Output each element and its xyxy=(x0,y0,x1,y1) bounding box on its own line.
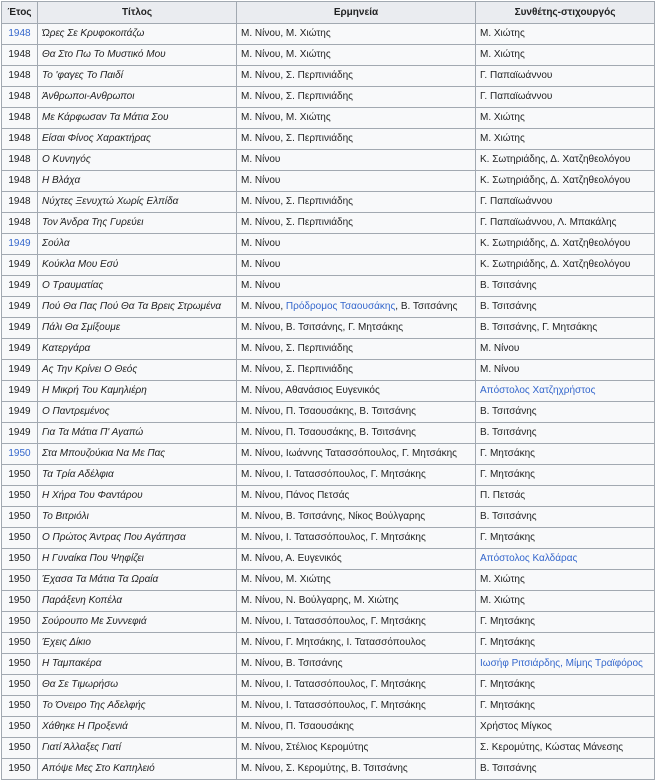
discography-table xyxy=(1,1,655,780)
performer-cell: Μ. Νίνου, Μ. Χιώτης xyxy=(237,570,476,591)
song-title-cell: Τα Τρία Αδέλφια xyxy=(38,465,237,486)
table-row xyxy=(2,465,655,486)
table-row xyxy=(2,192,655,213)
table-row xyxy=(2,423,655,444)
song-title-cell: Χάθηκε Η Προξενιά xyxy=(38,717,237,738)
performer-cell: Μ. Νίνου, Πάνος Πετσάς xyxy=(237,486,476,507)
table-row xyxy=(2,276,655,297)
song-title-cell: Θα Σε Τιμωρήσω xyxy=(38,675,237,696)
year-cell: 1949 xyxy=(2,381,38,402)
performer-cell: Μ. Νίνου, Ι. Τατασσόπουλος, Γ. Μητσάκης xyxy=(237,465,476,486)
song-title-cell: Είσαι Φίνος Χαρακτήρας xyxy=(38,129,237,150)
song-title-cell: Έχεις Δίκιο xyxy=(38,633,237,654)
composer-link[interactable]: Ιωσήφ Ριτσιάρδης, Μίμης Τραϊφόρος xyxy=(480,658,643,669)
composer-cell: Γ. Παπαϊωάννου xyxy=(476,66,655,87)
composer-cell: Γ. Μητσάκης xyxy=(476,528,655,549)
table-row xyxy=(2,150,655,171)
performer-cell: Μ. Νίνου, Σ. Περπινιάδης xyxy=(237,339,476,360)
table-row xyxy=(2,633,655,654)
song-title-cell: Η Γυναίκα Που Ψηφίζει xyxy=(38,549,237,570)
year-cell: 1950 xyxy=(2,612,38,633)
composer-cell: Μ. Χιώτης xyxy=(476,570,655,591)
performer-cell: Μ. Νίνου, Μ. Χιώτης xyxy=(237,24,476,45)
table-row xyxy=(2,255,655,276)
composer-cell: Χρήστος Μίγκος xyxy=(476,717,655,738)
performer-cell: Μ. Νίνου xyxy=(237,150,476,171)
performer-cell: Μ. Νίνου, Ι. Τατασσόπουλος, Γ. Μητσάκης xyxy=(237,696,476,717)
composer-cell: Γ. Μητσάκης xyxy=(476,444,655,465)
year-cell: 1948 xyxy=(2,192,38,213)
composer-cell xyxy=(476,381,655,402)
performer-cell: Μ. Νίνου, Σ. Κερομύτης, Β. Τσιτσάνης xyxy=(237,759,476,780)
song-title-cell: Το Όνειρο Της Αδελφής xyxy=(38,696,237,717)
song-title-cell: Νύχτες Ξενυχτώ Χωρίς Ελπίδα xyxy=(38,192,237,213)
year-cell: 1948 xyxy=(2,66,38,87)
song-title-cell: Γιατί Άλλαξες Γιατί xyxy=(38,738,237,759)
year-cell: 1950 xyxy=(2,717,38,738)
performer-cell: Μ. Νίνου, Α. Ευγενικός xyxy=(237,549,476,570)
song-title-cell: Σούρουπο Με Συννεφιά xyxy=(38,612,237,633)
table-row xyxy=(2,654,655,675)
performer-cell: Μ. Νίνου, Στέλιος Κερομύτης xyxy=(237,738,476,759)
performer-cell: Μ. Νίνου, Αθανάσιος Ευγενικός xyxy=(237,381,476,402)
table-row xyxy=(2,297,655,318)
performer-cell: Μ. Νίνου, Ι. Τατασσόπουλος, Γ. Μητσάκης xyxy=(237,675,476,696)
composer-cell: Π. Πετσάς xyxy=(476,486,655,507)
year-cell: 1949 xyxy=(2,318,38,339)
performer-cell: Μ. Νίνου, Ν. Βούλγαρης, Μ. Χιώτης xyxy=(237,591,476,612)
performer-cell: Μ. Νίνου, Ι. Τατασσόπουλος, Γ. Μητσάκης xyxy=(237,612,476,633)
header-title[interactable]: Τίτλος xyxy=(38,2,237,24)
year-link[interactable]: 1949 xyxy=(8,238,31,249)
performer-cell: Μ. Νίνου xyxy=(237,276,476,297)
year-link[interactable]: 1950 xyxy=(8,448,31,459)
composer-cell: Β. Τσιτσάνης xyxy=(476,276,655,297)
song-title-cell: Ώρες Σε Κρυφοκοιτάζω xyxy=(38,24,237,45)
song-title-cell: Ο Τραυματίας xyxy=(38,276,237,297)
table-row xyxy=(2,507,655,528)
composer-cell: Β. Τσιτσάνης xyxy=(476,507,655,528)
song-title-cell: Με Κάρφωσαν Τα Μάτια Σου xyxy=(38,108,237,129)
table-row xyxy=(2,381,655,402)
composer-cell: Κ. Σωτηριάδης, Δ. Χατζηθεολόγου xyxy=(476,255,655,276)
table-row xyxy=(2,339,655,360)
composer-link[interactable]: Απόστολος Καλδάρας xyxy=(480,553,578,564)
song-title-cell: Ας Την Κρίνει Ο Θεός xyxy=(38,360,237,381)
year-cell: 1950 xyxy=(2,528,38,549)
performer-cell: Μ. Νίνου, Ι. Τατασσόπουλος, Γ. Μητσάκης xyxy=(237,528,476,549)
performer-cell: Μ. Νίνου xyxy=(237,234,476,255)
performer-cell: Μ. Νίνου, Π. Τσαουσάκης xyxy=(237,717,476,738)
performer-cell: Μ. Νίνου, Β. Τσιτσάνης, Γ. Μητσάκης xyxy=(237,318,476,339)
table-row xyxy=(2,717,655,738)
song-title-cell: Η Βλάχα xyxy=(38,171,237,192)
performer-cell: Μ. Νίνου, Σ. Περπινιάδης xyxy=(237,129,476,150)
composer-cell: Μ. Νίνου xyxy=(476,339,655,360)
table-row xyxy=(2,24,655,45)
song-title-cell: Απόψε Μες Στο Καπηλειό xyxy=(38,759,237,780)
year-link[interactable]: 1948 xyxy=(8,28,31,39)
year-cell: 1948 xyxy=(2,171,38,192)
year-cell: 1950 xyxy=(2,486,38,507)
performer-cell: Μ. Νίνου, Σ. Περπινιάδης xyxy=(237,213,476,234)
song-title-cell: Για Τα Μάτια Π' Αγαπώ xyxy=(38,423,237,444)
performer-cell: Μ. Νίνου, Σ. Περπινιάδης xyxy=(237,360,476,381)
table-row xyxy=(2,87,655,108)
composer-cell: Σ. Κερομύτης, Κώστας Μάνεσης xyxy=(476,738,655,759)
table-row xyxy=(2,612,655,633)
song-title-cell: Πάλι Θα Σμίξουμε xyxy=(38,318,237,339)
year-cell xyxy=(2,24,38,45)
composer-cell: Μ. Χιώτης xyxy=(476,591,655,612)
year-cell: 1949 xyxy=(2,297,38,318)
composer-cell: Γ. Μητσάκης xyxy=(476,465,655,486)
year-cell: 1950 xyxy=(2,591,38,612)
header-year[interactable]: Έτος xyxy=(2,2,38,24)
composer-cell: Μ. Χιώτης xyxy=(476,129,655,150)
performer-cell: Μ. Νίνου, Π. Τσαουσάκης, Β. Τσιτσάνης xyxy=(237,423,476,444)
composer-cell xyxy=(476,549,655,570)
performer-cell: Μ. Νίνου, Ιωάννης Τατασσόπουλος, Γ. Μητσάκης xyxy=(237,444,476,465)
song-title-cell: Σούλα xyxy=(38,234,237,255)
song-title-cell: Έχασα Τα Μάτια Τα Ωραία xyxy=(38,570,237,591)
table-body xyxy=(2,24,655,780)
year-cell: 1948 xyxy=(2,45,38,66)
year-cell: 1950 xyxy=(2,549,38,570)
composer-cell: Γ. Μητσάκης xyxy=(476,633,655,654)
table-row xyxy=(2,66,655,87)
table-row xyxy=(2,738,655,759)
composer-cell: Γ. Παπαϊωάννου xyxy=(476,192,655,213)
table-row xyxy=(2,45,655,66)
song-title-cell: Το Βιτριόλι xyxy=(38,507,237,528)
performer-cell: Μ. Νίνου, Μ. Χιώτης xyxy=(237,108,476,129)
year-cell: 1950 xyxy=(2,570,38,591)
year-cell: 1950 xyxy=(2,696,38,717)
performer-cell: Μ. Νίνου, Β. Τσιτσάνης xyxy=(237,654,476,675)
year-cell xyxy=(2,444,38,465)
performer-cell: Μ. Νίνου, Γ. Μητσάκης, Ι. Τατασσόπουλος xyxy=(237,633,476,654)
performer-cell: Μ. Νίνου xyxy=(237,255,476,276)
header-performer[interactable]: Ερμηνεία xyxy=(237,2,476,24)
composer-cell xyxy=(476,654,655,675)
year-cell: 1950 xyxy=(2,675,38,696)
table-row xyxy=(2,129,655,150)
year-cell: 1948 xyxy=(2,150,38,171)
song-title-cell: Ο Κυνηγός xyxy=(38,150,237,171)
table-row xyxy=(2,444,655,465)
song-title-cell: Τον Άνδρα Της Γυρεύει xyxy=(38,213,237,234)
performer-cell: Μ. Νίνου, Σ. Περπινιάδης xyxy=(237,66,476,87)
performer-cell: Μ. Νίνου, Σ. Περπινιάδης xyxy=(237,192,476,213)
song-title-cell: Ο Πρώτος Άντρας Που Αγάπησα xyxy=(38,528,237,549)
table-row xyxy=(2,675,655,696)
song-title-cell: Ο Παντρεμένος xyxy=(38,402,237,423)
performer-cell: Μ. Νίνου, Β. Τσιτσάνης, Νίκος Βούλγαρης xyxy=(237,507,476,528)
year-cell: 1949 xyxy=(2,423,38,444)
year-cell: 1949 xyxy=(2,255,38,276)
composer-cell: Γ. Μητσάκης xyxy=(476,612,655,633)
composer-cell: Μ. Χιώτης xyxy=(476,45,655,66)
composer-cell: Μ. Νίνου xyxy=(476,360,655,381)
year-cell: 1950 xyxy=(2,633,38,654)
year-cell: 1949 xyxy=(2,339,38,360)
table-row xyxy=(2,570,655,591)
song-title-cell: Στα Μπουζούκια Να Με Πας xyxy=(38,444,237,465)
performer-cell: Μ. Νίνου xyxy=(237,171,476,192)
composer-cell: Κ. Σωτηριάδης, Δ. Χατζηθεολόγου xyxy=(476,234,655,255)
year-cell: 1948 xyxy=(2,129,38,150)
composer-link[interactable]: Απόστολος Χατζηχρήστος xyxy=(480,385,596,396)
song-title-cell: Η Χήρα Του Φαντάρου xyxy=(38,486,237,507)
composer-cell: Μ. Χιώτης xyxy=(476,24,655,45)
song-title-cell: Η Μικρή Του Καμηλιέρη xyxy=(38,381,237,402)
table-row xyxy=(2,486,655,507)
performer-cell: Μ. Νίνου, Π. Τσαουσάκης, Β. Τσιτσάνης xyxy=(237,402,476,423)
performer-cell: Μ. Νίνου, Σ. Περπινιάδης xyxy=(237,87,476,108)
song-title-cell: Κούκλα Μου Εσύ xyxy=(38,255,237,276)
table-row xyxy=(2,234,655,255)
table-row xyxy=(2,318,655,339)
composer-cell: Β. Τσιτσάνης xyxy=(476,402,655,423)
table-row xyxy=(2,108,655,129)
table-row xyxy=(2,402,655,423)
song-title-cell: Κατεργάρα xyxy=(38,339,237,360)
year-cell: 1950 xyxy=(2,759,38,780)
song-title-cell: Το 'φαγες Το Παιδί xyxy=(38,66,237,87)
header-composer[interactable]: Συνθέτης-στιχουργός xyxy=(476,2,655,24)
song-title-cell: Θα Στο Πω Το Μυστικό Μου xyxy=(38,45,237,66)
table-row xyxy=(2,696,655,717)
year-cell: 1950 xyxy=(2,465,38,486)
composer-cell: Κ. Σωτηριάδης, Δ. Χατζηθεολόγου xyxy=(476,150,655,171)
year-cell: 1948 xyxy=(2,87,38,108)
composer-cell: Κ. Σωτηριάδης, Δ. Χατζηθεολόγου xyxy=(476,171,655,192)
year-cell: 1950 xyxy=(2,507,38,528)
table-row xyxy=(2,171,655,192)
song-title-cell: Άνθρωποι-Ανθρωποι xyxy=(38,87,237,108)
year-cell: 1950 xyxy=(2,738,38,759)
year-cell xyxy=(2,234,38,255)
year-cell: 1949 xyxy=(2,402,38,423)
composer-cell: Μ. Χιώτης xyxy=(476,108,655,129)
composer-cell: Β. Τσιτσάνης, Γ. Μητσάκης xyxy=(476,318,655,339)
composer-cell: Γ. Μητσάκης xyxy=(476,675,655,696)
table-row xyxy=(2,528,655,549)
song-title-cell: Η Ταμπακέρα xyxy=(38,654,237,675)
table-header-row xyxy=(2,2,655,24)
composer-cell: Γ. Παπαϊωάννου xyxy=(476,87,655,108)
year-cell: 1948 xyxy=(2,108,38,129)
year-cell: 1949 xyxy=(2,276,38,297)
table-row xyxy=(2,549,655,570)
year-cell: 1949 xyxy=(2,360,38,381)
year-cell: 1950 xyxy=(2,654,38,675)
composer-cell: Γ. Μητσάκης xyxy=(476,696,655,717)
year-cell: 1948 xyxy=(2,213,38,234)
table-row xyxy=(2,759,655,780)
composer-cell: Β. Τσιτσάνης xyxy=(476,423,655,444)
composer-cell: Β. Τσιτσάνης xyxy=(476,297,655,318)
table-row xyxy=(2,360,655,381)
performer-cell: Μ. Νίνου, Πρόδρομος Τσαουσάκης, Β. Τσιτσάνης xyxy=(237,297,476,318)
composer-cell: Β. Τσιτσάνης xyxy=(476,759,655,780)
song-title-cell: Πού Θα Πας Πού Θα Τα Βρεις Στρωμένα xyxy=(38,297,237,318)
table-row xyxy=(2,213,655,234)
performer-link[interactable]: Πρόδρομος Τσαουσάκης xyxy=(285,301,396,312)
song-title-cell: Παράξενη Κοπέλα xyxy=(38,591,237,612)
table-row xyxy=(2,591,655,612)
composer-cell: Γ. Παπαϊωάννου, Λ. Μπακάλης xyxy=(476,213,655,234)
performer-cell: Μ. Νίνου, Μ. Χιώτης xyxy=(237,45,476,66)
